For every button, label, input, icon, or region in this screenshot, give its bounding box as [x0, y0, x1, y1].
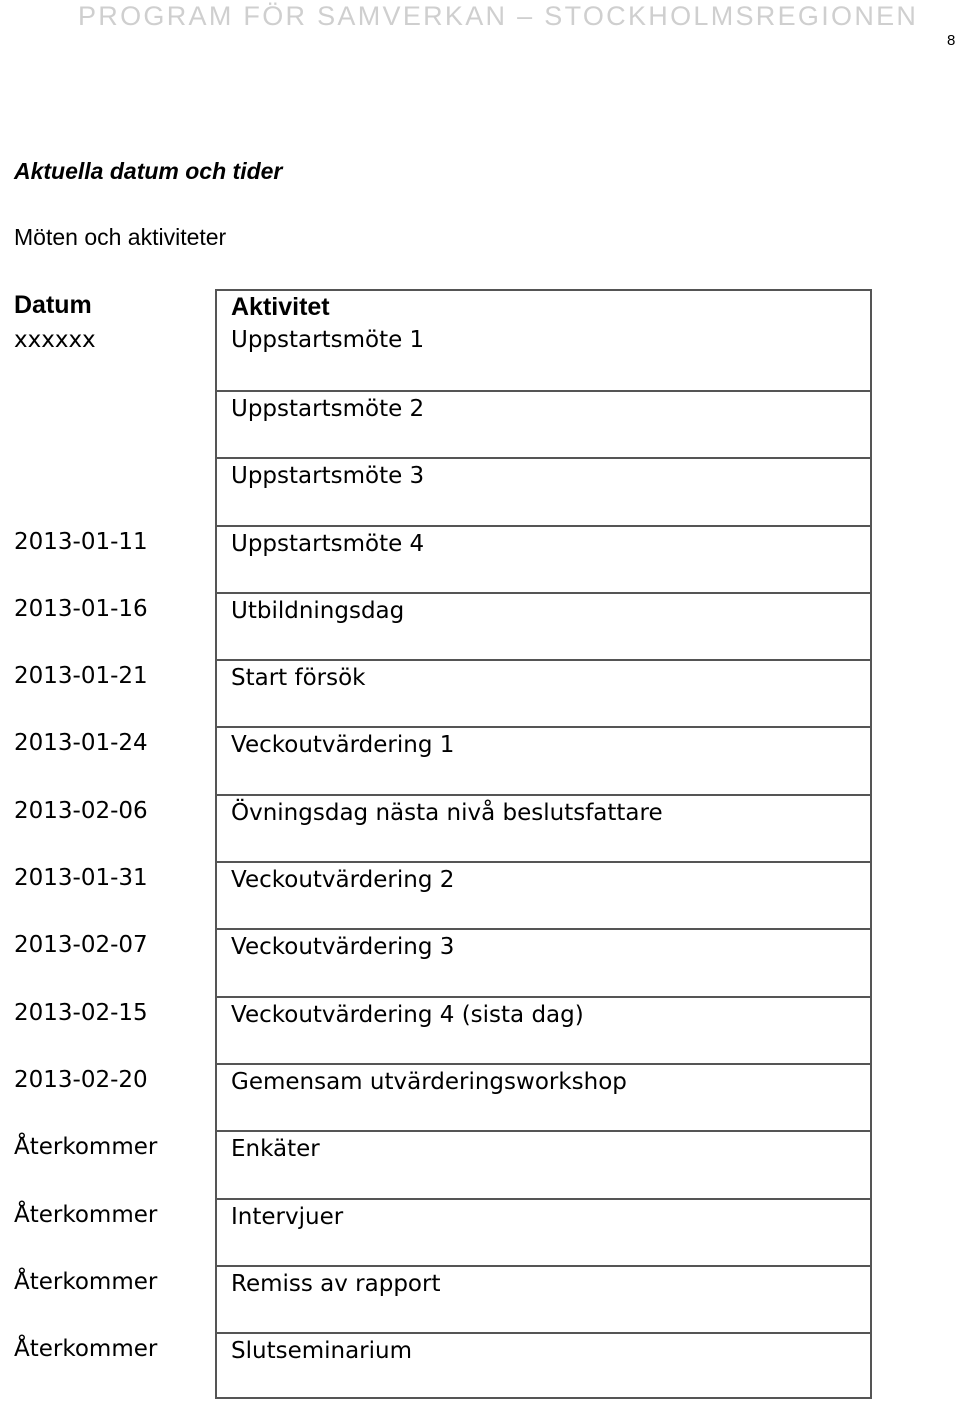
activity-cell: Uppstartsmöte 4 [215, 525, 872, 592]
table-row [0, 861, 872, 928]
table-row [0, 1332, 872, 1399]
activity-cell: Intervjuer [215, 1198, 872, 1265]
activity-cell: Utbildningsdag [215, 592, 872, 659]
activity-cell: Veckoutvärdering 2 [215, 861, 872, 928]
activity-cell: Veckoutvärdering 4 (sista dag) [215, 996, 872, 1063]
document-header-title: PROGRAM FÖR SAMVERKAN – STOCKHOLMSREGIONEN [78, 1, 919, 31]
activity-cell: Veckoutvärdering 1 [215, 726, 872, 793]
date-cell: Återkommer [14, 1134, 158, 1161]
schedule-table [0, 289, 872, 1399]
table-row [0, 1063, 872, 1130]
column-header-date: Datum [14, 291, 92, 319]
table-row [0, 592, 872, 659]
activity-cell: Slutseminarium [215, 1332, 872, 1399]
table-row [0, 1130, 872, 1197]
date-cell: xxxxxx [14, 327, 96, 353]
date-cell: 2013-01-16 [14, 595, 148, 622]
date-cell [0, 457, 215, 524]
table-row [0, 659, 872, 726]
table-row [0, 390, 872, 457]
table-row [0, 726, 872, 793]
table-row [0, 525, 872, 592]
date-cell: 2013-01-31 [14, 865, 148, 892]
date-cell [0, 390, 215, 457]
activity-cell: Enkäter [215, 1130, 872, 1197]
column-header-activity: Aktivitet [215, 289, 872, 323]
activity-cell: Uppstartsmöte 3 [215, 457, 872, 524]
table-row [0, 996, 872, 1063]
date-cell: 2013-02-07 [14, 932, 148, 959]
section-subheading: Möten och aktiviteter [14, 224, 227, 250]
date-cell: Återkommer [14, 1201, 158, 1228]
date-cell: 2013-02-15 [14, 999, 148, 1026]
page-number: 8 [947, 32, 956, 49]
activity-cell: Uppstartsmöte 1 [215, 323, 872, 390]
table-row [0, 928, 872, 995]
activity-cell: Veckoutvärdering 3 [215, 928, 872, 995]
date-cell: 2013-01-24 [14, 730, 148, 757]
activity-cell: Gemensam utvärderingsworkshop [215, 1063, 872, 1130]
date-cell: 2013-02-20 [14, 1066, 148, 1093]
activity-cell: Övningsdag nästa nivå beslutsfattare [215, 794, 872, 861]
date-cell: 2013-01-11 [14, 528, 148, 555]
table-row [0, 794, 872, 861]
table-row [0, 323, 872, 390]
table-row [0, 1265, 872, 1332]
date-cell: Återkommer [14, 1268, 158, 1295]
table-row [0, 457, 872, 524]
date-cell: 2013-02-06 [14, 797, 148, 824]
date-cell: 2013-01-21 [14, 663, 148, 690]
activity-cell: Start försök [215, 659, 872, 726]
section-heading: Aktuella datum och tider [14, 158, 283, 184]
table-header-row [0, 289, 872, 323]
activity-cell: Uppstartsmöte 2 [215, 390, 872, 457]
table-row [0, 1198, 872, 1265]
date-cell: Återkommer [14, 1336, 158, 1363]
activity-cell: Remiss av rapport [215, 1265, 872, 1332]
